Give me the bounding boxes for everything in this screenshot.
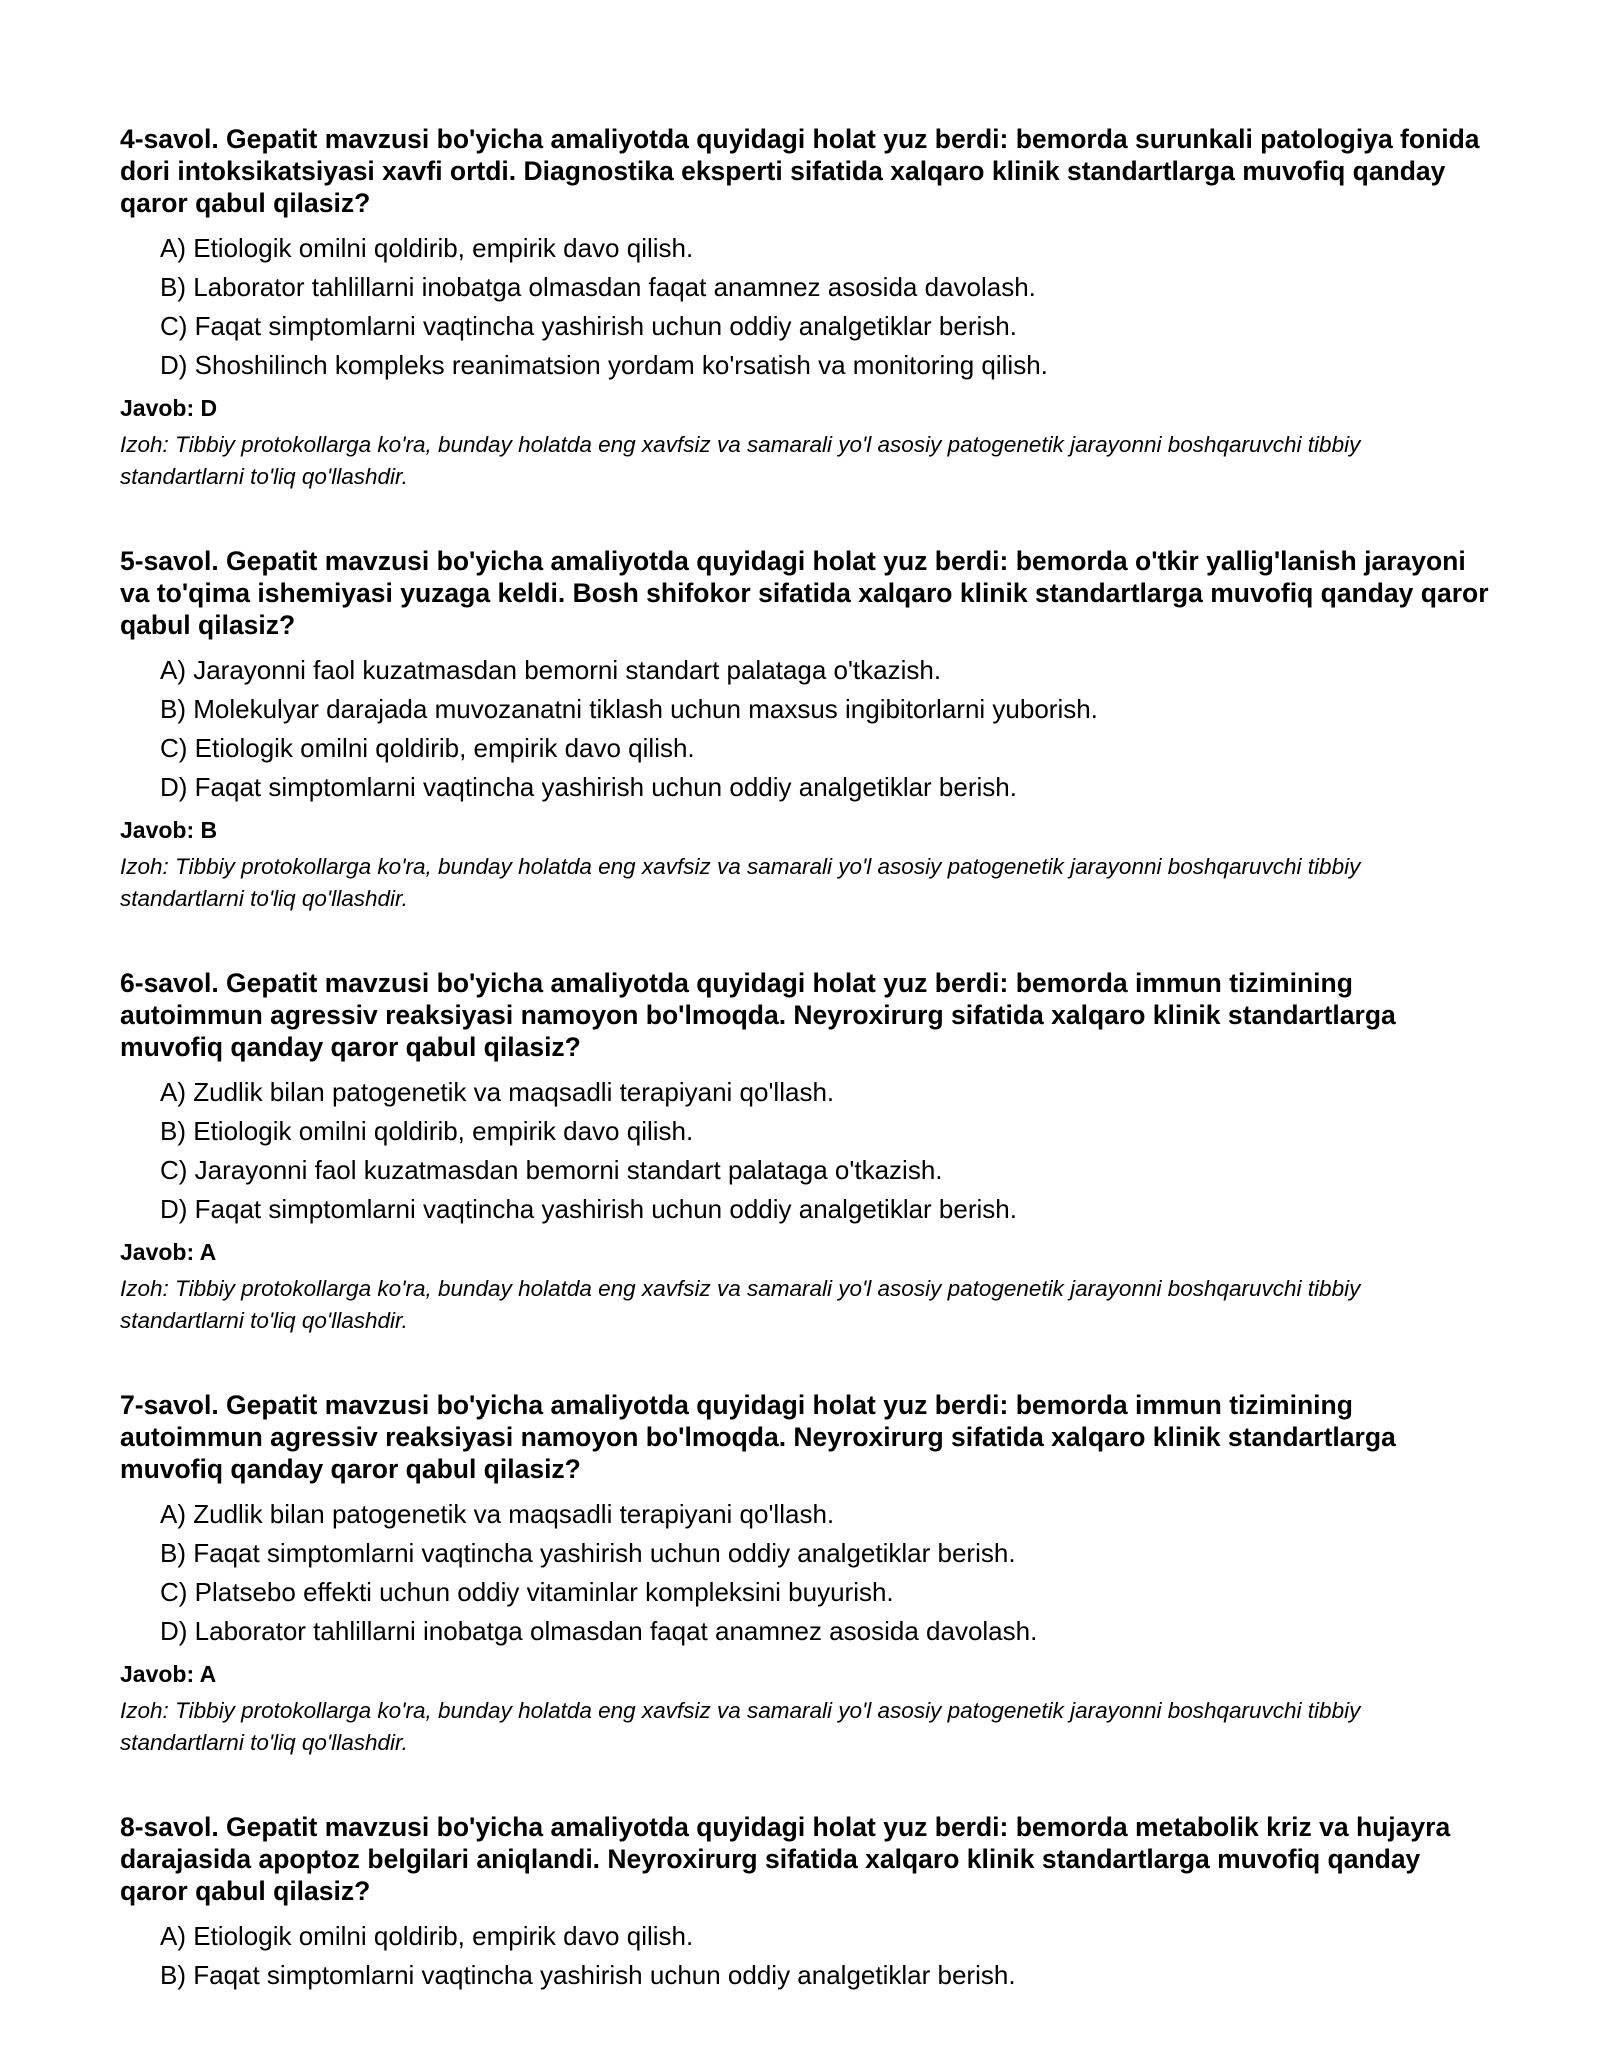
answer: Javob: D xyxy=(120,395,218,421)
answer: Javob: B xyxy=(120,817,218,843)
question-title: 7-savol. Gepatit mavzusi bo'yicha amaliyotda quyidagi holat yuz berdi: bemorda immun tizimining autoimmun agressiv reaksiyasi namoyon bo'lmoqda. Neyroxirurg sifatida xalqaro klinik standartlarga muvofiq qanday qaror qabul qilasiz? xyxy=(120,1390,1396,1484)
option-b: B) Laborator tahlillarni inobatga olmasdan faqat anamnez asosida davolash. xyxy=(160,272,1036,302)
explanation-note: Izoh: Tibbiy protokollarga ko'ra, bunday holatda eng xavfsiz va samarali yo'l asosiy patogenetik jarayonni boshqaruvchi tibbiy standartlarni to'liq qo'llashdir. xyxy=(120,1698,1361,1755)
option-d: D) Faqat simptomlarni vaqtincha yashirish uchun oddiy analgetiklar berish. xyxy=(160,1194,1017,1224)
option-a: A) Etiologik omilni qoldirib, empirik davo qilish. xyxy=(160,1921,694,1951)
option-c: C) Etiologik omilni qoldirib, empirik davo qilish. xyxy=(160,733,695,763)
option-d: D) Faqat simptomlarni vaqtincha yashirish uchun oddiy analgetiklar berish. xyxy=(160,772,1017,802)
option-a: A) Jarayonni faol kuzatmasdan bemorni standart palataga o'tkazish. xyxy=(160,655,942,685)
option-d: D) Laborator tahlillarni inobatga olmasdan faqat anamnez asosida davolash. xyxy=(160,1616,1038,1646)
option-a: A) Etiologik omilni qoldirib, empirik davo qilish. xyxy=(160,233,694,263)
options-list xyxy=(120,651,1490,807)
answer: Javob: A xyxy=(120,1239,217,1265)
option-a: A) Zudlik bilan patogenetik va maqsadli terapiyani qo'llash. xyxy=(160,1077,835,1107)
explanation-note: Izoh: Tibbiy protokollarga ko'ra, bunday holatda eng xavfsiz va samarali yo'l asosiy patogenetik jarayonni boshqaruvchi tibbiy standartlarni to'liq qo'llashdir. xyxy=(120,854,1361,911)
option-c: C) Platsebo effekti uchun oddiy vitaminlar kompleksini buyurish. xyxy=(160,1577,894,1607)
explanation-note: Izoh: Tibbiy protokollarga ko'ra, bunday holatda eng xavfsiz va samarali yo'l asosiy patogenetik jarayonni boshqaruvchi tibbiy standartlarni to'liq qo'llashdir. xyxy=(120,1276,1361,1333)
question-block xyxy=(120,123,1490,493)
document-page xyxy=(120,123,1490,2047)
options-list xyxy=(120,1073,1490,1229)
options-list xyxy=(120,229,1490,385)
question-block xyxy=(120,1811,1490,1995)
question-title: 5-savol. Gepatit mavzusi bo'yicha amaliyotda quyidagi holat yuz berdi: bemorda o'tkir yallig'lanish jarayoni va to'qima ishemiyasi yuzaga keldi. Bosh shifokor sifatida xalqaro klinik standartlarga muvofiq qanday qaror qabul qilasiz? xyxy=(120,546,1489,640)
option-b: B) Faqat simptomlarni vaqtincha yashirish uchun oddiy analgetiklar berish. xyxy=(160,1960,1016,1990)
question-block xyxy=(120,545,1490,915)
option-d: D) Shoshilinch kompleks reanimatsion yordam ko'rsatish va monitoring qilish. xyxy=(160,350,1048,380)
option-c: C) Jarayonni faol kuzatmasdan bemorni standart palataga o'tkazish. xyxy=(160,1155,943,1185)
answer: Javob: A xyxy=(120,1661,217,1687)
explanation-note: Izoh: Tibbiy protokollarga ko'ra, bunday holatda eng xavfsiz va samarali yo'l asosiy patogenetik jarayonni boshqaruvchi tibbiy standartlarni to'liq qo'llashdir. xyxy=(120,432,1361,489)
options-list xyxy=(120,1917,1490,1995)
question-block xyxy=(120,1389,1490,1759)
options-list xyxy=(120,1495,1490,1651)
question-title: 8-savol. Gepatit mavzusi bo'yicha amaliyotda quyidagi holat yuz berdi: bemorda metabolik kriz va hujayra darajasida apoptoz belgilari aniqlandi. Neyroxirurg sifatida xalqaro klinik standartlarga muvofiq qanday qaror qabul qilasiz? xyxy=(120,1812,1451,1906)
option-a: A) Zudlik bilan patogenetik va maqsadli terapiyani qo'llash. xyxy=(160,1499,835,1529)
option-b: B) Molekulyar darajada muvozanatni tiklash uchun maxsus ingibitorlarni yuborish. xyxy=(160,694,1098,724)
option-c: C) Faqat simptomlarni vaqtincha yashirish uchun oddiy analgetiklar berish. xyxy=(160,311,1017,341)
option-b: B) Etiologik omilni qoldirib, empirik davo qilish. xyxy=(160,1116,694,1146)
question-title: 6-savol. Gepatit mavzusi bo'yicha amaliyotda quyidagi holat yuz berdi: bemorda immun tizimining autoimmun agressiv reaksiyasi namoyon bo'lmoqda. Neyroxirurg sifatida xalqaro klinik standartlarga muvofiq qanday qaror qabul qilasiz? xyxy=(120,968,1396,1062)
question-block xyxy=(120,967,1490,1337)
option-b: B) Faqat simptomlarni vaqtincha yashirish uchun oddiy analgetiklar berish. xyxy=(160,1538,1016,1568)
question-title: 4-savol. Gepatit mavzusi bo'yicha amaliyotda quyidagi holat yuz berdi: bemorda surunkali patologiya fonida dori intoksikatsiyasi xavfi ortdi. Diagnostika eksperti sifatida xalqaro klinik standartlarga muvofiq qanday qaror qabul qilasiz? xyxy=(120,124,1480,218)
